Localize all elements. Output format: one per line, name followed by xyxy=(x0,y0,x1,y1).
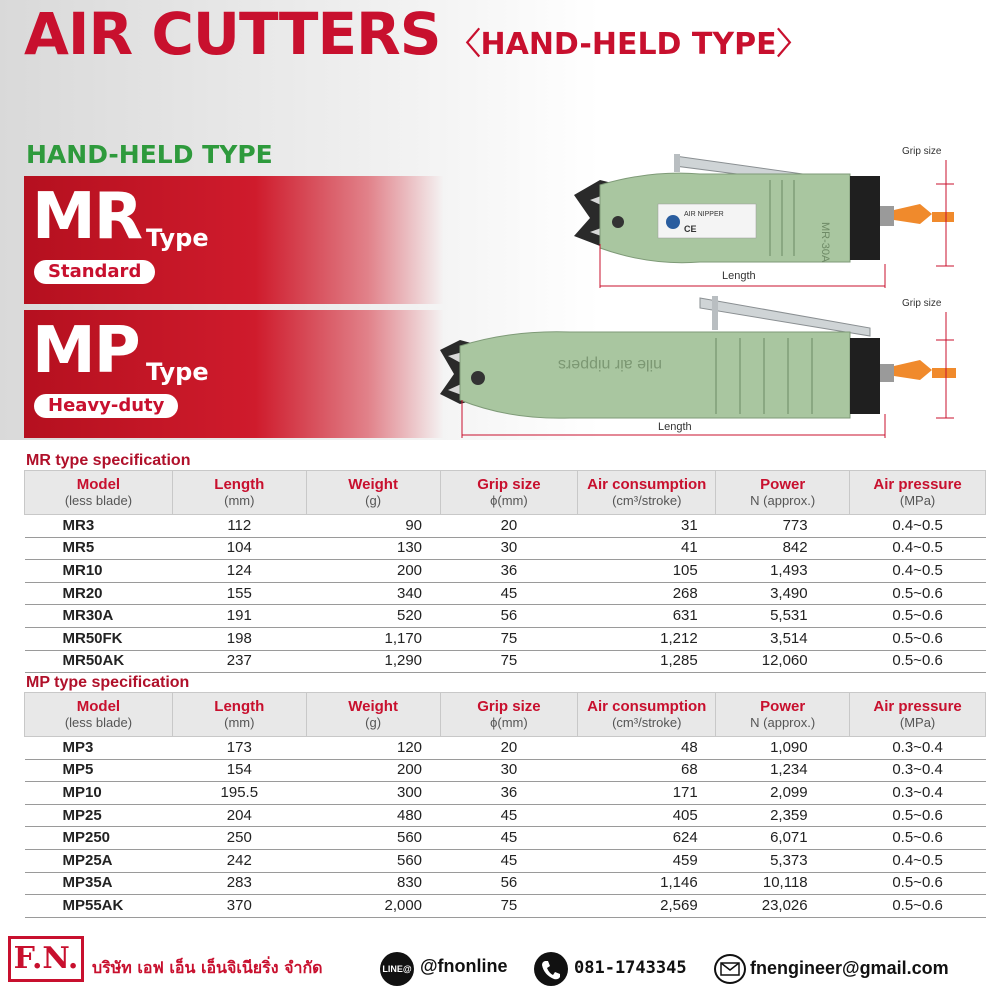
table-row xyxy=(25,827,986,850)
page-title xyxy=(24,0,807,68)
cell-grip-size: 45 xyxy=(440,849,578,872)
fn-logo: F.N. xyxy=(8,936,84,982)
mr-type-word: Type xyxy=(146,224,209,252)
table-row xyxy=(25,650,986,673)
mr-length-label: Length xyxy=(722,270,756,282)
cell-model: MP10 xyxy=(25,782,173,805)
col-length-sub: (mm) xyxy=(224,492,255,508)
mr-tool-model-text: MR-30A xyxy=(819,222,831,263)
mp-tool-brand-text: nile air nippers xyxy=(557,356,662,373)
mr-spec-table xyxy=(24,470,986,673)
cell-length: 124 xyxy=(172,560,306,583)
cell-air-consumption: 68 xyxy=(578,759,716,782)
cell-model: MR50AK xyxy=(25,650,173,673)
cell-air-pressure: 0.5~0.6 xyxy=(850,827,986,850)
cell-air-consumption: 624 xyxy=(578,827,716,850)
cell-air-pressure: 0.4~0.5 xyxy=(850,560,986,583)
line-icon: LINE@ xyxy=(380,952,414,986)
cell-weight: 1,170 xyxy=(306,627,440,650)
cell-grip-size: 75 xyxy=(440,650,578,673)
company-name: บริษัท เอฟ เอ็น เอ็นจิเนียริ่ง จำกัด xyxy=(92,958,323,977)
col-weight-label: Weight xyxy=(348,475,398,493)
table-row xyxy=(25,582,986,605)
cell-grip-size: 30 xyxy=(440,759,578,782)
cell-air-pressure: 0.4~0.5 xyxy=(850,849,986,872)
cell-power: 1,234 xyxy=(716,759,850,782)
cell-air-pressure: 0.5~0.6 xyxy=(850,582,986,605)
cell-air-consumption: 2,569 xyxy=(578,895,716,918)
cell-grip-size: 56 xyxy=(440,605,578,628)
phone-number[interactable]: 081-1743345 xyxy=(574,958,687,978)
table-row xyxy=(25,737,986,760)
cell-length: 195.5 xyxy=(172,782,306,805)
cell-power: 5,531 xyxy=(716,605,850,628)
cell-air-pressure: 0.5~0.6 xyxy=(850,895,986,918)
cell-length: 173 xyxy=(172,737,306,760)
table-row xyxy=(25,759,986,782)
section-heading: HAND-HELD TYPE xyxy=(26,140,273,169)
col-length-label: Length xyxy=(214,475,265,493)
cell-weight: 830 xyxy=(306,872,440,895)
cell-air-consumption: 405 xyxy=(578,804,716,827)
col-air-consumption-label: Air consumption xyxy=(587,475,707,493)
col-grip-size xyxy=(440,693,578,737)
cell-length: 370 xyxy=(172,895,306,918)
cell-length: 154 xyxy=(172,759,306,782)
col-power xyxy=(716,471,850,515)
cell-length: 191 xyxy=(172,605,306,628)
table-row xyxy=(25,849,986,872)
cell-length: 250 xyxy=(172,827,306,850)
mp-type-banner xyxy=(24,310,444,438)
cell-length: 283 xyxy=(172,872,306,895)
col-air-consumption-sub: (cm³/stroke) xyxy=(612,714,682,730)
col-power-label: Power xyxy=(760,475,806,493)
cell-weight: 480 xyxy=(306,804,440,827)
col-air-pressure-label: Air pressure xyxy=(873,697,962,715)
cell-weight: 1,290 xyxy=(306,650,440,673)
col-length-sub: (mm) xyxy=(224,714,255,730)
col-model-label: Model xyxy=(76,475,121,493)
cell-air-consumption: 48 xyxy=(578,737,716,760)
cell-grip-size: 45 xyxy=(440,582,578,605)
mr-type-code: MR xyxy=(32,180,141,254)
cell-power: 1,090 xyxy=(716,737,850,760)
cell-model: MP25A xyxy=(25,849,173,872)
col-air-consumption xyxy=(578,471,716,515)
cell-model: MP5 xyxy=(25,759,173,782)
col-weight xyxy=(306,693,440,737)
col-air-pressure xyxy=(850,693,986,737)
mail-icon xyxy=(714,954,746,984)
col-power-label: Power xyxy=(760,697,806,715)
table-row xyxy=(25,804,986,827)
table-row xyxy=(25,560,986,583)
col-weight-sub: (g) xyxy=(365,492,382,508)
cell-power: 773 xyxy=(716,515,850,538)
mp-spec-title: MP type specification xyxy=(26,674,190,691)
col-length-label: Length xyxy=(214,697,265,715)
cell-air-consumption: 41 xyxy=(578,537,716,560)
col-power-sub: N (approx.) xyxy=(750,492,816,508)
cell-weight: 560 xyxy=(306,849,440,872)
cell-air-consumption: 631 xyxy=(578,605,716,628)
cell-power: 3,514 xyxy=(716,627,850,650)
mr-spec-title: MR type specification xyxy=(26,452,191,469)
cell-length: 112 xyxy=(172,515,306,538)
cell-weight: 520 xyxy=(306,605,440,628)
cell-weight: 560 xyxy=(306,827,440,850)
cell-weight: 90 xyxy=(306,515,440,538)
col-air-pressure xyxy=(850,471,986,515)
cell-air-pressure: 0.4~0.5 xyxy=(850,515,986,538)
cell-weight: 300 xyxy=(306,782,440,805)
mp-type-code: MP xyxy=(32,314,139,388)
col-model xyxy=(25,693,173,737)
cell-power: 10,118 xyxy=(716,872,850,895)
contact-footer xyxy=(0,930,1000,993)
cell-air-consumption: 105 xyxy=(578,560,716,583)
cell-model: MR30A xyxy=(25,605,173,628)
col-air-consumption-label: Air consumption xyxy=(587,697,707,715)
mp-length-label: Length xyxy=(658,421,692,433)
col-length xyxy=(172,693,306,737)
cell-grip-size: 45 xyxy=(440,804,578,827)
table-row xyxy=(25,627,986,650)
table-row xyxy=(25,895,986,918)
cell-length: 204 xyxy=(172,804,306,827)
col-air-consumption xyxy=(578,693,716,737)
table-row xyxy=(25,537,986,560)
col-power xyxy=(716,693,850,737)
cell-length: 155 xyxy=(172,582,306,605)
cell-air-pressure: 0.4~0.5 xyxy=(850,537,986,560)
cell-power: 6,071 xyxy=(716,827,850,850)
col-air-pressure-sub: (MPa) xyxy=(899,714,936,730)
col-model-label: Model xyxy=(76,697,121,715)
cell-air-pressure: 0.3~0.4 xyxy=(850,759,986,782)
cell-air-pressure: 0.5~0.6 xyxy=(850,804,986,827)
cell-model: MR10 xyxy=(25,560,173,583)
col-length xyxy=(172,471,306,515)
mp-type-label: Heavy-duty xyxy=(34,394,178,418)
cell-air-pressure: 0.3~0.4 xyxy=(850,737,986,760)
col-air-pressure-sub: (MPa) xyxy=(899,492,936,508)
cell-air-pressure: 0.3~0.4 xyxy=(850,782,986,805)
cell-power: 3,490 xyxy=(716,582,850,605)
col-grip-size xyxy=(440,471,578,515)
cell-air-pressure: 0.5~0.6 xyxy=(850,650,986,673)
cell-model: MP250 xyxy=(25,827,173,850)
cell-air-consumption: 171 xyxy=(578,782,716,805)
cell-air-consumption: 459 xyxy=(578,849,716,872)
phone-icon xyxy=(534,952,568,986)
cell-grip-size: 20 xyxy=(440,737,578,760)
cell-weight: 130 xyxy=(306,537,440,560)
cell-grip-size: 45 xyxy=(440,827,578,850)
col-power-sub: N (approx.) xyxy=(750,714,816,730)
cell-model: MR50FK xyxy=(25,627,173,650)
mp-type-word: Type xyxy=(146,358,209,386)
cell-power: 12,060 xyxy=(716,650,850,673)
cell-power: 5,373 xyxy=(716,849,850,872)
col-grip-size-sub: ϕ(mm) xyxy=(490,492,528,508)
mp-header-row xyxy=(25,693,986,737)
col-weight-sub: (g) xyxy=(365,714,382,730)
cell-grip-size: 20 xyxy=(440,515,578,538)
mr-type-banner xyxy=(24,176,444,304)
table-row xyxy=(25,515,986,538)
cell-grip-size: 75 xyxy=(440,895,578,918)
email-address[interactable]: fnengineer@gmail.com xyxy=(750,958,949,978)
cell-model: MP25 xyxy=(25,804,173,827)
cell-weight: 2,000 xyxy=(306,895,440,918)
table-row xyxy=(25,872,986,895)
cell-air-consumption: 1,212 xyxy=(578,627,716,650)
title-sub: 〈HAND-HELD TYPE〉 xyxy=(450,27,807,62)
cell-weight: 340 xyxy=(306,582,440,605)
cell-weight: 200 xyxy=(306,560,440,583)
cell-air-pressure: 0.5~0.6 xyxy=(850,872,986,895)
cell-length: 237 xyxy=(172,650,306,673)
mr-tool-brand-text: AIR NIPPER xyxy=(684,211,724,218)
col-model xyxy=(25,471,173,515)
col-grip-size-sub: ϕ(mm) xyxy=(490,714,528,730)
col-air-pressure-label: Air pressure xyxy=(873,475,962,493)
col-weight-label: Weight xyxy=(348,697,398,715)
cell-grip-size: 30 xyxy=(440,537,578,560)
col-model-sub: (less blade) xyxy=(64,492,133,508)
col-grip-size-label: Grip size xyxy=(477,697,541,715)
mp-grip-size-label: Grip size xyxy=(902,298,942,309)
cell-air-pressure: 0.5~0.6 xyxy=(850,627,986,650)
mr-grip-size-label: Grip size xyxy=(902,146,942,157)
mp-tool-image xyxy=(430,290,1000,440)
cell-length: 198 xyxy=(172,627,306,650)
mr-header-row xyxy=(25,471,986,515)
cell-air-consumption: 1,285 xyxy=(578,650,716,673)
cell-air-consumption: 1,146 xyxy=(578,872,716,895)
mr-tool-ce-text: CE xyxy=(684,224,697,234)
cell-grip-size: 36 xyxy=(440,560,578,583)
col-air-consumption-sub: (cm³/stroke) xyxy=(612,492,682,508)
mr-type-label: Standard xyxy=(34,260,155,284)
cell-power: 842 xyxy=(716,537,850,560)
cell-power: 1,493 xyxy=(716,560,850,583)
col-grip-size-label: Grip size xyxy=(477,475,541,493)
cell-air-pressure: 0.5~0.6 xyxy=(850,605,986,628)
cell-air-consumption: 268 xyxy=(578,582,716,605)
cell-power: 2,359 xyxy=(716,804,850,827)
table-row xyxy=(25,605,986,628)
cell-model: MR20 xyxy=(25,582,173,605)
cell-grip-size: 56 xyxy=(440,872,578,895)
cell-power: 2,099 xyxy=(716,782,850,805)
col-weight xyxy=(306,471,440,515)
cell-length: 104 xyxy=(172,537,306,560)
mr-tool-image xyxy=(560,140,1000,290)
title-main: AIR CUTTERS xyxy=(24,0,441,68)
cell-model: MR3 xyxy=(25,515,173,538)
cell-model: MP3 xyxy=(25,737,173,760)
table-row xyxy=(25,782,986,805)
line-handle[interactable]: @fnonline xyxy=(420,956,508,976)
cell-length: 242 xyxy=(172,849,306,872)
cell-grip-size: 75 xyxy=(440,627,578,650)
mp-spec-table xyxy=(24,692,986,918)
cell-power: 23,026 xyxy=(716,895,850,918)
cell-air-consumption: 31 xyxy=(578,515,716,538)
cell-grip-size: 36 xyxy=(440,782,578,805)
cell-model: MP35A xyxy=(25,872,173,895)
cell-weight: 120 xyxy=(306,737,440,760)
cell-model: MP55AK xyxy=(25,895,173,918)
col-model-sub: (less blade) xyxy=(64,714,133,730)
cell-weight: 200 xyxy=(306,759,440,782)
cell-model: MR5 xyxy=(25,537,173,560)
